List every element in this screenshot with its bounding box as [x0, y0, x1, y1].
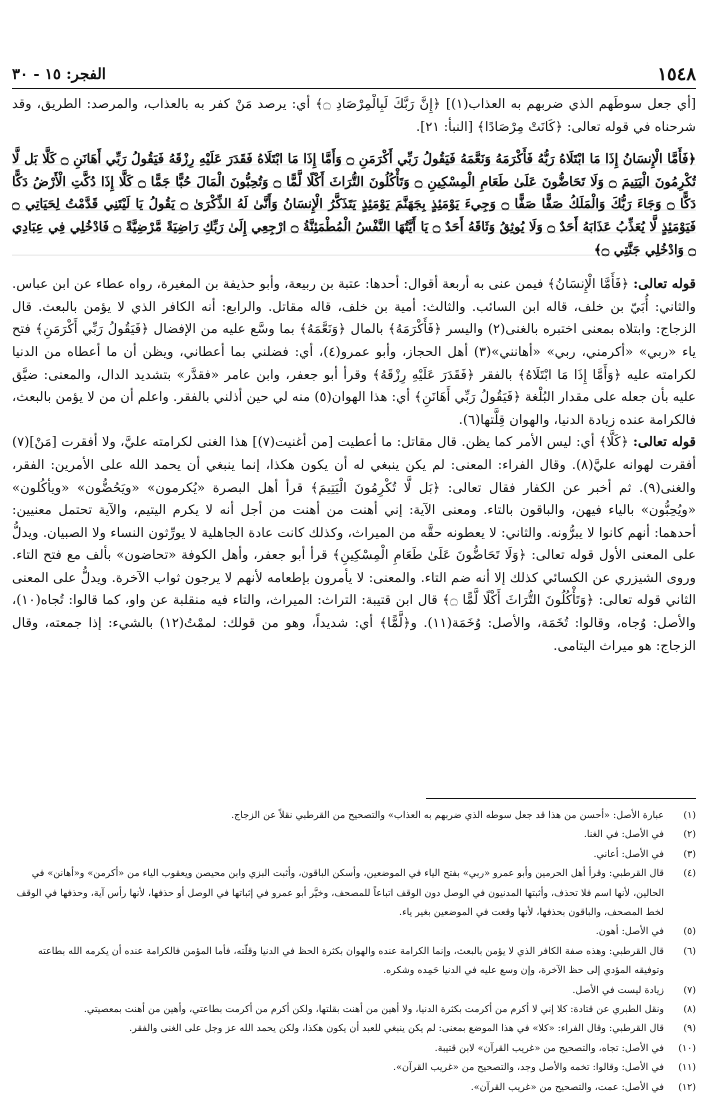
commentary-paragraph-1 [12, 274, 696, 432]
footnote: (١٢) في الأصل: عمت، والتصحيح من «غريب القرآن». [470, 1081, 696, 1093]
footnote: (٩) قال القرطبي: وقال الفراء: «كلا» في هذا الموضع بمعنى: لم يكن ينبغي للعبد أن يكون هكذا، ولكن يحمد الله عز وجل على الغنى والفقر. [129, 1023, 696, 1035]
footnote: (٢) في الأصل: في الغنا. [583, 829, 696, 841]
intro-paragraph: [أي جعل سوطَهم الذي ضربهم به العذاب(١)] ﴿إِنَّ رَبَّكَ لَبِالْمِرْصَادِ ۝﴾ أي: يرصد مَنْ كفر به بالعذاب، والمرصد: الطريق، وقد شرحناه في قوله تعالى: ﴿كَانَتْ مِرْصَادًا﴾ [النبأ: ٢١]. [12, 97, 696, 135]
footnotes [12, 806, 696, 1101]
footnote: (١١) في الأصل: وقالوا: تخمه والأصل وجد، والتصحيح من «غريب القرآن». [393, 1062, 696, 1074]
footnote: (٧) زيادة ليست في الأصل. [572, 984, 696, 996]
commentary-paragraph-2 [12, 432, 696, 658]
footnote: (١٠) في الأصل: تجاه، والتصحيح من «غريب القرآن» لابن قتيبة. [434, 1042, 696, 1054]
page-header [12, 62, 696, 86]
footnote: (٤) قال القرطبي: وقرأ أهل الحرمين وأبو عمرو «ربي» بفتح الياء في الموضعين، وأسكن الباقون، وأثبت البزي وابن محيصن ويعقوب الياء من «أكرمن» و«أهانن» في الحالين، لأنها اسم فلا تحذف، وأثبتها المدنيون في الوصل دون الوقف اتباعاً للمصحف، وخيَّر أبو عمرو في إثباتها في الوصل أو حذفها، لأنها رأس آية، وحذفها في الوقف لخط المصحف، والباقون بحذفها، لأنها وقعت في الموضعين بغير ياء. [16, 868, 696, 919]
paragraph-lead: قوله تعالى: [633, 435, 696, 451]
paragraph-body: ﴿فَأَمَّا الْإِنسَانُ﴾ فيمن عنى به أربعة أقوال: أحدها: عتبة بن ربيعة، وأبو حذيفة بن المغيرة، رواه عطاء عن ابن عباس. والثاني: أُبَيّ بن خلف، قاله ابن السائب. والثالث: أمية بن خلف، قاله مقاتل. والرابع: أنه الكافر الذي لا يؤمن بالبعث. قال الزجاج: وابتلاه بمعنى اختبره بالغنى(٢) واليسر ﴿فَأَكْرَمَهُ﴾ بالمال ﴿وَنَعَّمَهُ﴾ بما وسَّع عليه من الإفضال ﴿فَيَقُولُ رَبِّي أَكْرَمَنِ﴾ فتح ياء «ربي» «أكرمني، ربي» «أهانني»(٣) أهل الحجاز، وأبو عمرو(٤)، أي: فضلني بما أعطاني، ويظن أن ما أعطاه من الدنيا لكرامته عليه ﴿وَأَمَّا إِذَا مَا ابْتَلَاهُ﴾ بالفقر ﴿فَقَدَرَ عَلَيْهِ رِزْقَهُ﴾ وقرأ أبو جعفر، وابن عامر «فقدَّر» بتشديد الدال، والمعنى: ضيَّق عليه بأن جعله على مقدار البُلْغة ﴿فَيَقُولُ رَبِّي أَهَانَنِ﴾ أي: هذا الهوان(٥) منه لي حين أذلني بالفقر. واعلم أن من لا يؤمن بالبعث، فالكرامة عنده زيادة الدنيا، والهوان قِلَّتها(٦). [12, 277, 696, 428]
footnote: (٨) ونقل الطبري عن قتادة: كلا إني لا أكرم من أكرمت بكثرة الدنيا، ولا أهين من أهنت بقلتها، ولكن أكرم من أكرمت بطاعتي، وأهين من أهنت بمعصيتي. [83, 1004, 696, 1016]
quran-verses-block: ﴿فَأَمَّا الْإِنسَانُ إِذَا مَا ابْتَلَاهُ رَبُّهُ فَأَكْرَمَهُ وَنَعَّمَهُ فَيَقُولُ رَبِّي أَكْرَمَنِ ۝ وَأَمَّا إِذَا مَا ابْتَلَاهُ فَقَدَرَ عَلَيْهِ رِزْقَهُ فَيَقُولُ رَبِّي أَهَانَنِ ۝ كَلَّا بَل لَّا تُكْرِمُونَ الْيَتِيمَ ۝ وَلَا تَحَاضُّونَ عَلَىٰ طَعَامِ الْمِسْكِينِ ۝ وَتَأْكُلُونَ التُّرَاثَ أَكْلًا لَّمًّا ۝ وَتُحِبُّونَ الْمَالَ حُبًّا جَمًّا ۝ كَلَّا إِذَا دُكَّتِ الْأَرْضُ دَكًّا دَكًّا ۝ وَجَاءَ رَبُّكَ وَالْمَلَكُ صَفًّا صَفًّا ۝ وَجِيءَ يَوْمَئِذٍ بِجَهَنَّمَ يَوْمَئِذٍ يَتَذَكَّرُ الْإِنسَانُ وَأَنَّىٰ لَهُ الذِّكْرَىٰ ۝ يَقُولُ يَا لَيْتَنِي قَدَّمْتُ لِحَيَاتِي ۝ فَيَوْمَئِذٍ لَّا يُعَذِّبُ عَذَابَهُ أَحَدٌ ۝ وَلَا يُوثِقُ وَثَاقَهُ أَحَدٌ ۝ يَا أَيَّتُهَا النَّفْسُ الْمُطْمَئِنَّةُ ۝ ارْجِعِي إِلَىٰ رَبِّكِ رَاضِيَةً مَّرْضِيَّةً ۝ فَادْخُلِي فِي عِبَادِي ۝ وَادْخُلِي جَنَّتِي ۝﴾ [12, 143, 696, 272]
footnote: (٥) في الأصل: أهون. [595, 926, 696, 938]
footnote-separator [426, 798, 696, 799]
main-text [12, 94, 696, 774]
running-title: الفجر: ١٥ - ٣٠ [12, 65, 106, 83]
footnote: (٣) في الأصل: أعاني. [593, 848, 696, 860]
footnote: (٦) قال القرطبي: وهذه صفة الكافر الذي لا يؤمن بالبعث، وإنما الكرامة عنده والهوان بكثرة الحظ في الدنيا وقلّته، فأما المؤمن فالكرامة عنده أن يكرمه الله بطاعته وتوفيقه المؤدي إلى حظ الآخرة، وإن وسع عليه في الدنيا حَمِده وشكره. [37, 945, 696, 977]
header-rule [12, 88, 696, 89]
paragraph-lead: قوله تعالى: [633, 277, 696, 293]
page-number: ١٥٤٨ [657, 63, 696, 85]
paragraph-body: ﴿كَلَّا﴾ أي: ليس الأمر كما يظن. قال مقاتل: ما أعطيت [من أغنيت(٧)] هذا الغنى لكرامته عليَّ، ولا أفقرت [مَنْ](٧) أفقرت لهوانه عليَّ(٨). وقال الفراء: المعنى: لم يكن ينبغي له أن يكون هكذا، إنما ينبغي أن يحمد الله على الأمرين: الفقر، والغنى(٩). ثم أخبر عن الكفار فقال تعالى: ﴿بَل لَّا تُكْرِمُونَ الْيَتِيمَ﴾ قرأ أهل البصرة «يُكرمون» «ويَحُضُّون» «ويأكُلون» «ويُحِبُّون» بالياء فيهن، والباقون بالتاء. ومعنى الآية: إني أهنت من أهنت من أجل أنه لا يكرم اليتيم، والآية تحتمل معنيين: أحدهما: أنهم كانوا لا يبرُّونه. والثاني: لا يعطونه حقَّه من الميراث، وكذلك كانت عادة الجاهلية لا يورِّثون النساء ولا الصبيان. ويدلُّ على المعنى الأول قوله تعالى: ﴿وَلَا تَحَاضُّونَ عَلَىٰ طَعَامِ الْمِسْكِينِ﴾ قرأ أبو جعفر، وأهل الكوفة «تحاضون» بألف مع فتح التاء. وروى الشيزري عن الكسائي كذلك إلا أنه ضم التاء. والمعنى: لا يأمرون بإطعامه لأنهم لا يرجون ثواب الآخرة. ويدلُّ على المعنى الثاني قوله تعالى: ﴿وَتَأْكُلُونَ التُّرَاثَ أَكْلًا لَّمًّا ۝﴾ قال ابن قتيبة: التراث: الميراث، والتاء فيه منقلبة عن واو، كما قالوا: تُجاه(١٠)، والأصل: وُجاه، وقالوا: تُخَمَة، والأصل: وُخَمَة(١١). و﴿لَّمًّا﴾ أي: شديداً، وهو من قولك: لممْتُ(١٢) بالشيء: إذا جمعته، وقال الزجاج: هو ميراث اليتامى. [12, 435, 696, 654]
footnote: (١) عبارة الأصل: «أحسن من هذا قد جعل سوطه الذي ضربهم به العذاب» والتصحيح من القرطبي نقلاً عن الزجاج. [231, 810, 696, 821]
